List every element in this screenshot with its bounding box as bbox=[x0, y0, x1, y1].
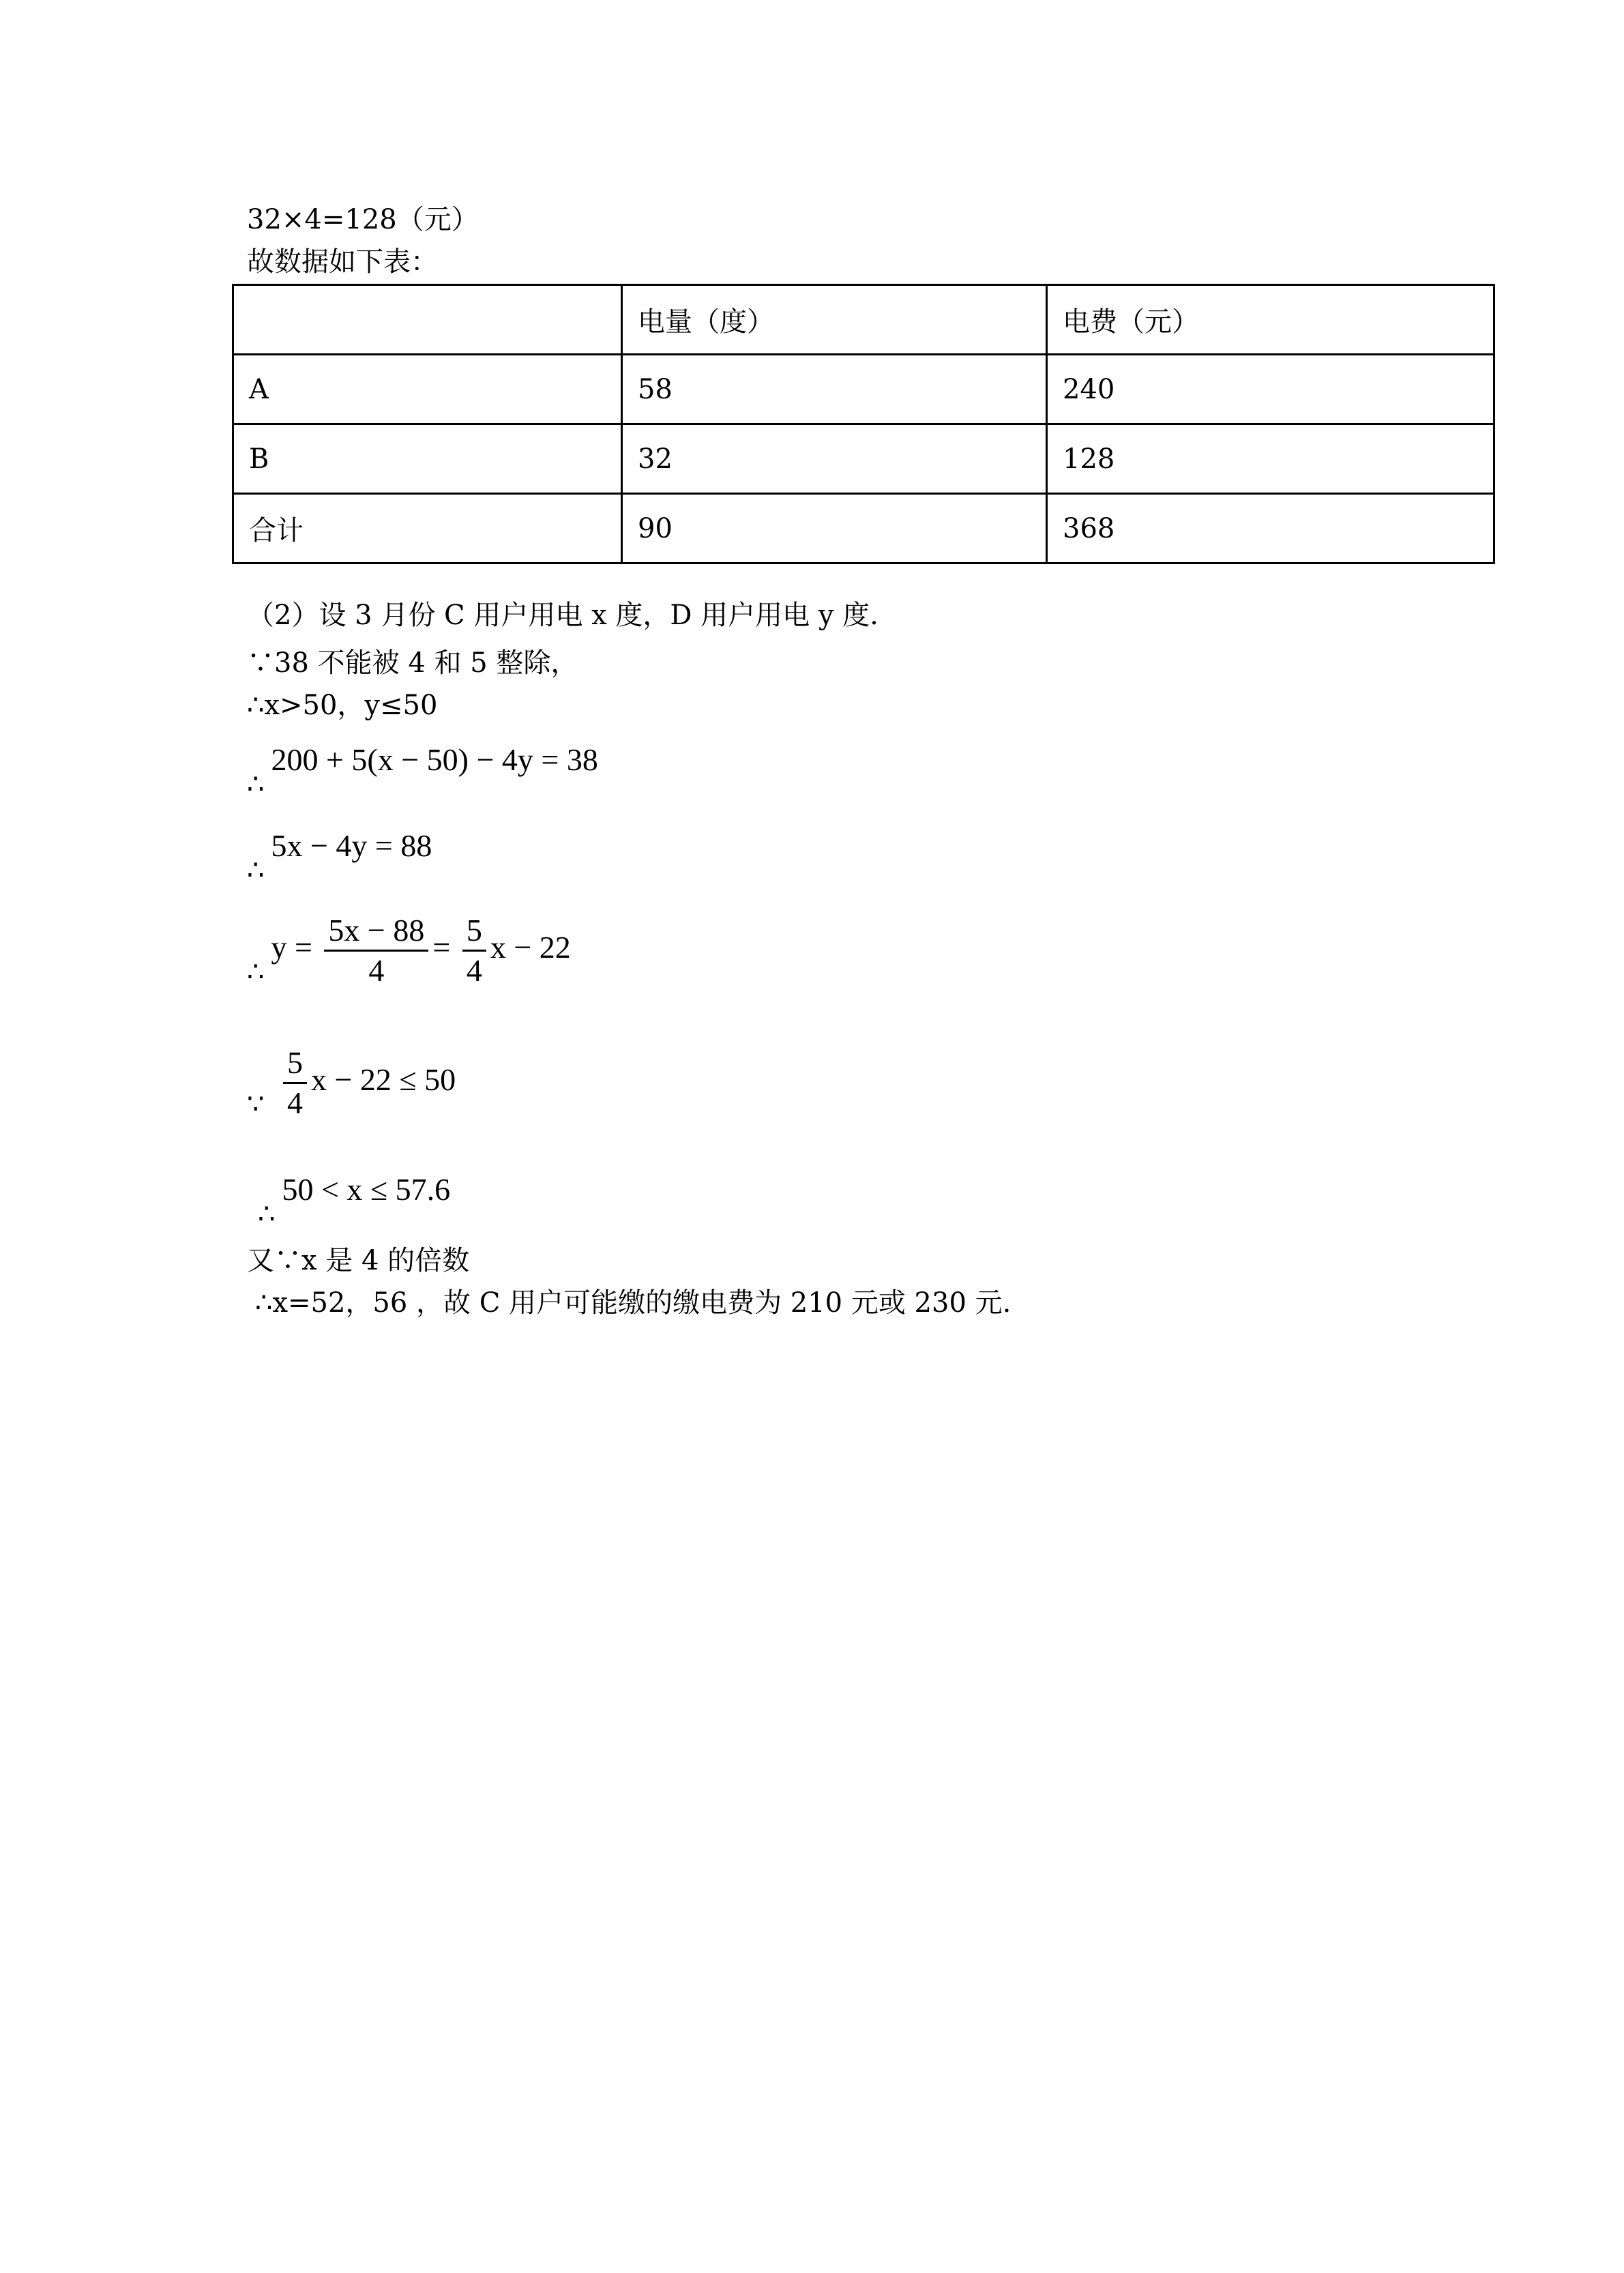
fraction bbox=[283, 1044, 307, 1122]
because-symbol: ∵ bbox=[247, 1089, 265, 1121]
inequality-rest: x − 22 ≤ 50 bbox=[310, 1062, 456, 1098]
because-line: ∵38 不能被 4 和 5 整除， bbox=[247, 647, 578, 679]
table-cell: A bbox=[233, 355, 622, 424]
fraction-denominator: 4 bbox=[368, 953, 385, 988]
fraction-numerator: 5x − 88 bbox=[324, 911, 428, 952]
table-cell: 58 bbox=[622, 355, 1047, 424]
inequality-2 bbox=[258, 1171, 450, 1233]
table-header-cell: 电费（元） bbox=[1047, 285, 1494, 355]
fraction-numerator: 5 bbox=[462, 911, 486, 952]
table-row bbox=[233, 424, 1494, 494]
equation-lhs: y = bbox=[271, 930, 312, 965]
table-intro: 故数据如下表： bbox=[247, 246, 438, 278]
fraction-denominator: 4 bbox=[286, 1085, 303, 1120]
equation-text: 200 + 5(x − 50) − 4y = 38 bbox=[271, 742, 598, 777]
table-cell: 240 bbox=[1047, 355, 1494, 424]
fraction-numerator: 5 bbox=[283, 1044, 307, 1084]
conclusion-line: ∴x=52，56 ，故 C 用户可能缴的缴电费为 210 元或 230 元. bbox=[255, 1287, 1012, 1319]
therefore-symbol: ∴ bbox=[247, 855, 265, 886]
table-cell: 90 bbox=[622, 494, 1047, 563]
inequality-text: 50 < x ≤ 57.6 bbox=[282, 1172, 451, 1207]
electricity-table bbox=[232, 284, 1495, 564]
table-header-cell: 电量（度） bbox=[622, 285, 1047, 355]
equation-1 bbox=[247, 741, 598, 804]
table-row bbox=[233, 494, 1494, 563]
table-row bbox=[233, 355, 1494, 424]
fraction-denominator: 4 bbox=[466, 953, 482, 988]
inequality-1 bbox=[247, 1044, 456, 1124]
equals-sign: = bbox=[432, 930, 451, 965]
therefore-symbol: ∴ bbox=[247, 769, 265, 800]
therefore-line: ∴x>50，y≤50 bbox=[247, 690, 438, 721]
equation-3 bbox=[247, 911, 571, 991]
therefore-symbol: ∴ bbox=[258, 1199, 276, 1230]
table-cell: 32 bbox=[622, 424, 1047, 494]
fraction bbox=[324, 911, 428, 990]
part2-setup: （2）设 3 月份 C 用户用电 x 度，D 用户用电 y 度. bbox=[247, 600, 879, 631]
multiple-condition: 又∵x 是 4 的倍数 bbox=[247, 1245, 470, 1276]
therefore-symbol: ∴ bbox=[247, 956, 265, 988]
table-cell: B bbox=[233, 424, 622, 494]
table-cell: 合计 bbox=[233, 494, 622, 563]
calc-line: 32×4=128（元） bbox=[247, 204, 479, 235]
table-header-row bbox=[233, 285, 1494, 355]
equation-2 bbox=[247, 827, 432, 890]
fraction bbox=[462, 911, 486, 990]
table-header-cell bbox=[233, 285, 622, 355]
table-cell: 368 bbox=[1047, 494, 1494, 563]
equation-rest: x − 22 bbox=[490, 930, 571, 965]
equation-text: 5x − 4y = 88 bbox=[271, 828, 432, 863]
table-cell: 128 bbox=[1047, 424, 1494, 494]
